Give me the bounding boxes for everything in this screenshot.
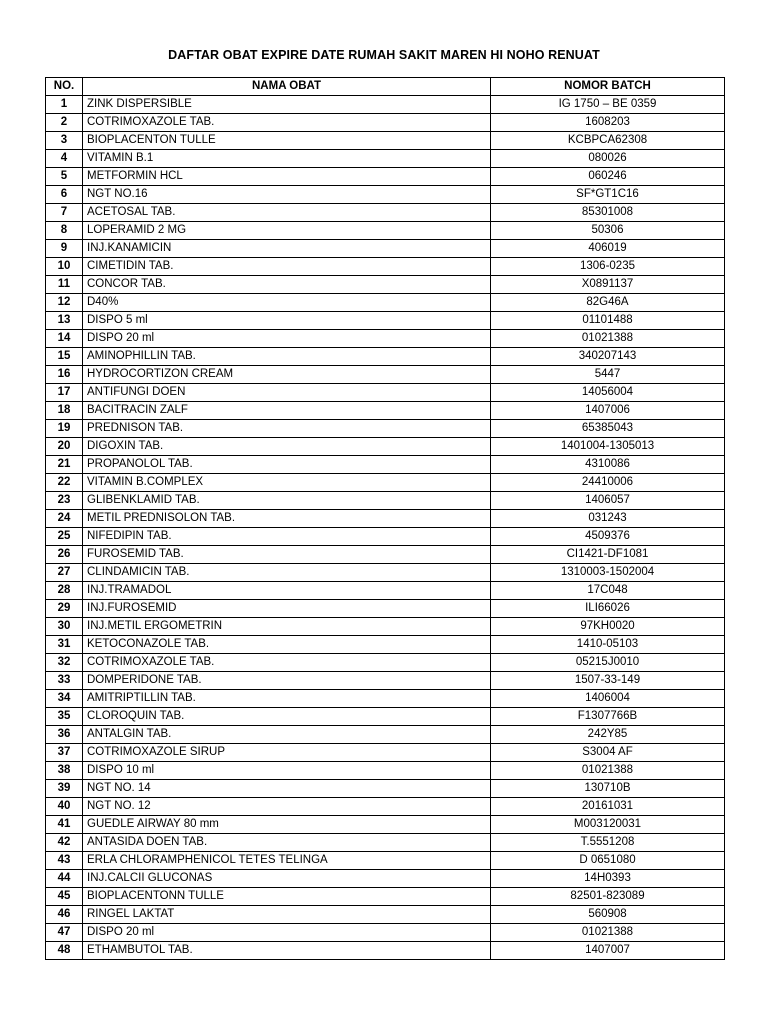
drug-name: INJ.CALCII GLUCONAS	[83, 870, 491, 888]
table-row	[46, 906, 725, 924]
row-number: 15	[46, 348, 83, 366]
batch-number: 031243	[491, 510, 725, 528]
drug-table	[45, 77, 725, 960]
batch-number: 01021388	[491, 924, 725, 942]
table-row	[46, 186, 725, 204]
batch-number: 060246	[491, 168, 725, 186]
table-row	[46, 924, 725, 942]
table-row	[46, 330, 725, 348]
drug-name: NGT NO. 14	[83, 780, 491, 798]
table-row	[46, 510, 725, 528]
drug-name: AMINOPHILLIN TAB.	[83, 348, 491, 366]
row-number: 3	[46, 132, 83, 150]
table-row	[46, 96, 725, 114]
row-number: 41	[46, 816, 83, 834]
table-row	[46, 546, 725, 564]
drug-name: FUROSEMID TAB.	[83, 546, 491, 564]
row-number: 11	[46, 276, 83, 294]
drug-name: DISPO 20 ml	[83, 330, 491, 348]
table-row	[46, 870, 725, 888]
row-number: 21	[46, 456, 83, 474]
row-number: 31	[46, 636, 83, 654]
row-number: 43	[46, 852, 83, 870]
table-row	[46, 942, 725, 960]
table-row	[46, 384, 725, 402]
batch-number: 01021388	[491, 330, 725, 348]
batch-number: 01021388	[491, 762, 725, 780]
drug-name: CLOROQUIN TAB.	[83, 708, 491, 726]
row-number: 44	[46, 870, 83, 888]
table-row	[46, 834, 725, 852]
drug-name: INJ.FUROSEMID	[83, 600, 491, 618]
table-row	[46, 654, 725, 672]
table-row	[46, 150, 725, 168]
drug-name: ACETOSAL TAB.	[83, 204, 491, 222]
drug-name: VITAMIN B.1	[83, 150, 491, 168]
table-row	[46, 366, 725, 384]
batch-number: 080026	[491, 150, 725, 168]
row-number: 36	[46, 726, 83, 744]
row-number: 10	[46, 258, 83, 276]
row-number: 20	[46, 438, 83, 456]
drug-name: INJ.KANAMICIN	[83, 240, 491, 258]
row-number: 26	[46, 546, 83, 564]
table-row	[46, 852, 725, 870]
drug-name: METIL PREDNISOLON TAB.	[83, 510, 491, 528]
drug-name: PREDNISON TAB.	[83, 420, 491, 438]
batch-number: 1407007	[491, 942, 725, 960]
batch-number: 14H0393	[491, 870, 725, 888]
batch-number: F1307766B	[491, 708, 725, 726]
table-row	[46, 726, 725, 744]
drug-name: ZINK DISPERSIBLE	[83, 96, 491, 114]
table-row	[46, 438, 725, 456]
batch-number: 4310086	[491, 456, 725, 474]
table-row	[46, 132, 725, 150]
batch-number: M003120031	[491, 816, 725, 834]
table-row	[46, 456, 725, 474]
row-number: 22	[46, 474, 83, 492]
table-row	[46, 420, 725, 438]
table-row	[46, 564, 725, 582]
drug-name: COTRIMOXAZOLE TAB.	[83, 654, 491, 672]
table-body	[46, 96, 725, 960]
document-title: DAFTAR OBAT EXPIRE DATE RUMAH SAKIT MAREN HI NOHO RENUAT	[168, 48, 600, 62]
row-number: 45	[46, 888, 83, 906]
row-number: 1	[46, 96, 83, 114]
drug-name: NGT NO.16	[83, 186, 491, 204]
row-number: 42	[46, 834, 83, 852]
drug-name: DOMPERIDONE TAB.	[83, 672, 491, 690]
drug-name: HYDROCORTIZON CREAM	[83, 366, 491, 384]
table-row	[46, 798, 725, 816]
drug-name: CIMETIDIN TAB.	[83, 258, 491, 276]
row-number: 40	[46, 798, 83, 816]
row-number: 23	[46, 492, 83, 510]
row-number: 12	[46, 294, 83, 312]
drug-name: ANTASIDA DOEN TAB.	[83, 834, 491, 852]
batch-number: IG 1750 – BE 0359	[491, 96, 725, 114]
batch-number: 1406057	[491, 492, 725, 510]
table-row	[46, 690, 725, 708]
table-row	[46, 672, 725, 690]
batch-number: 85301008	[491, 204, 725, 222]
drug-name: ANTIFUNGI DOEN	[83, 384, 491, 402]
row-number: 33	[46, 672, 83, 690]
row-number: 37	[46, 744, 83, 762]
drug-name: AMITRIPTILLIN TAB.	[83, 690, 491, 708]
drug-name: PROPANOLOL TAB.	[83, 456, 491, 474]
drug-name: COTRIMOXAZOLE TAB.	[83, 114, 491, 132]
batch-number: 1507-33-149	[491, 672, 725, 690]
batch-number: 82501-823089	[491, 888, 725, 906]
drug-name: METFORMIN HCL	[83, 168, 491, 186]
drug-name: GLIBENKLAMID TAB.	[83, 492, 491, 510]
row-number: 25	[46, 528, 83, 546]
batch-number: X0891137	[491, 276, 725, 294]
drug-name: BIOPLACENTON TULLE	[83, 132, 491, 150]
drug-name: INJ.METIL ERGOMETRIN	[83, 618, 491, 636]
row-number: 34	[46, 690, 83, 708]
batch-number: 14056004	[491, 384, 725, 402]
drug-name: DISPO 5 ml	[83, 312, 491, 330]
batch-number: 50306	[491, 222, 725, 240]
row-number: 16	[46, 366, 83, 384]
drug-name: ETHAMBUTOL TAB.	[83, 942, 491, 960]
table-row	[46, 312, 725, 330]
table-row	[46, 114, 725, 132]
table-row	[46, 708, 725, 726]
batch-number: KCBPCA62308	[491, 132, 725, 150]
table-row	[46, 492, 725, 510]
drug-name: RINGEL LAKTAT	[83, 906, 491, 924]
drug-name: NIFEDIPIN TAB.	[83, 528, 491, 546]
drug-name: INJ.TRAMADOL	[83, 582, 491, 600]
row-number: 5	[46, 168, 83, 186]
batch-number: 65385043	[491, 420, 725, 438]
row-number: 4	[46, 150, 83, 168]
drug-name: DISPO 10 ml	[83, 762, 491, 780]
row-number: 27	[46, 564, 83, 582]
table-header-row	[46, 78, 725, 96]
table-row	[46, 618, 725, 636]
table-row	[46, 294, 725, 312]
batch-number: 05215J0010	[491, 654, 725, 672]
batch-number: 340207143	[491, 348, 725, 366]
drug-name: DISPO 20 ml	[83, 924, 491, 942]
drug-name: D40%	[83, 294, 491, 312]
drug-name: ANTALGIN TAB.	[83, 726, 491, 744]
table-row	[46, 600, 725, 618]
row-number: 30	[46, 618, 83, 636]
table-row	[46, 402, 725, 420]
row-number: 38	[46, 762, 83, 780]
row-number: 24	[46, 510, 83, 528]
table-row	[46, 780, 725, 798]
batch-number: 97KH0020	[491, 618, 725, 636]
table-row	[46, 258, 725, 276]
row-number: 46	[46, 906, 83, 924]
drug-name: ERLA CHLORAMPHENICOL TETES TELINGA	[83, 852, 491, 870]
table-row	[46, 636, 725, 654]
drug-name: CLINDAMICIN TAB.	[83, 564, 491, 582]
batch-number: 1608203	[491, 114, 725, 132]
row-number: 29	[46, 600, 83, 618]
batch-number: 24410006	[491, 474, 725, 492]
table-row	[46, 762, 725, 780]
batch-number: D 0651080	[491, 852, 725, 870]
batch-number: 406019	[491, 240, 725, 258]
drug-name: BIOPLACENTONN TULLE	[83, 888, 491, 906]
row-number: 17	[46, 384, 83, 402]
header-nama-obat: NAMA OBAT	[83, 78, 491, 96]
table-row	[46, 582, 725, 600]
row-number: 8	[46, 222, 83, 240]
row-number: 9	[46, 240, 83, 258]
batch-number: 242Y85	[491, 726, 725, 744]
batch-number: CI1421-DF1081	[491, 546, 725, 564]
drug-name: DIGOXIN TAB.	[83, 438, 491, 456]
table-row	[46, 168, 725, 186]
row-number: 48	[46, 942, 83, 960]
table-row	[46, 348, 725, 366]
batch-number: T.5551208	[491, 834, 725, 852]
batch-number: 1401004-1305013	[491, 438, 725, 456]
drug-name: LOPERAMID 2 MG	[83, 222, 491, 240]
batch-number: 1406004	[491, 690, 725, 708]
batch-number: S3004 AF	[491, 744, 725, 762]
drug-name: KETOCONAZOLE TAB.	[83, 636, 491, 654]
table-row	[46, 528, 725, 546]
drug-name: BACITRACIN ZALF	[83, 402, 491, 420]
row-number: 35	[46, 708, 83, 726]
batch-number: 1407006	[491, 402, 725, 420]
row-number: 28	[46, 582, 83, 600]
batch-number: 17C048	[491, 582, 725, 600]
table-row	[46, 888, 725, 906]
drug-name: COTRIMOXAZOLE SIRUP	[83, 744, 491, 762]
drug-name: GUEDLE AIRWAY 80 mm	[83, 816, 491, 834]
row-number: 32	[46, 654, 83, 672]
row-number: 13	[46, 312, 83, 330]
row-number: 47	[46, 924, 83, 942]
table-row	[46, 222, 725, 240]
header-no: NO.	[46, 78, 83, 96]
batch-number: 560908	[491, 906, 725, 924]
batch-number: 20161031	[491, 798, 725, 816]
batch-number: 1306-0235	[491, 258, 725, 276]
batch-number: 82G46A	[491, 294, 725, 312]
batch-number: 5447	[491, 366, 725, 384]
row-number: 6	[46, 186, 83, 204]
table-row	[46, 276, 725, 294]
table-row	[46, 240, 725, 258]
drug-name: VITAMIN B.COMPLEX	[83, 474, 491, 492]
batch-number: 1410-05103	[491, 636, 725, 654]
row-number: 19	[46, 420, 83, 438]
row-number: 2	[46, 114, 83, 132]
table-row	[46, 744, 725, 762]
table-row	[46, 816, 725, 834]
batch-number: SF*GT1C16	[491, 186, 725, 204]
batch-number: 130710B	[491, 780, 725, 798]
batch-number: 1310003-1502004	[491, 564, 725, 582]
batch-number: 01101488	[491, 312, 725, 330]
batch-number: 4509376	[491, 528, 725, 546]
row-number: 14	[46, 330, 83, 348]
drug-name: NGT NO. 12	[83, 798, 491, 816]
header-nomor-batch: NOMOR BATCH	[491, 78, 725, 96]
drug-name: CONCOR TAB.	[83, 276, 491, 294]
row-number: 39	[46, 780, 83, 798]
row-number: 7	[46, 204, 83, 222]
table-row	[46, 204, 725, 222]
table-row	[46, 474, 725, 492]
row-number: 18	[46, 402, 83, 420]
batch-number: ILI66026	[491, 600, 725, 618]
